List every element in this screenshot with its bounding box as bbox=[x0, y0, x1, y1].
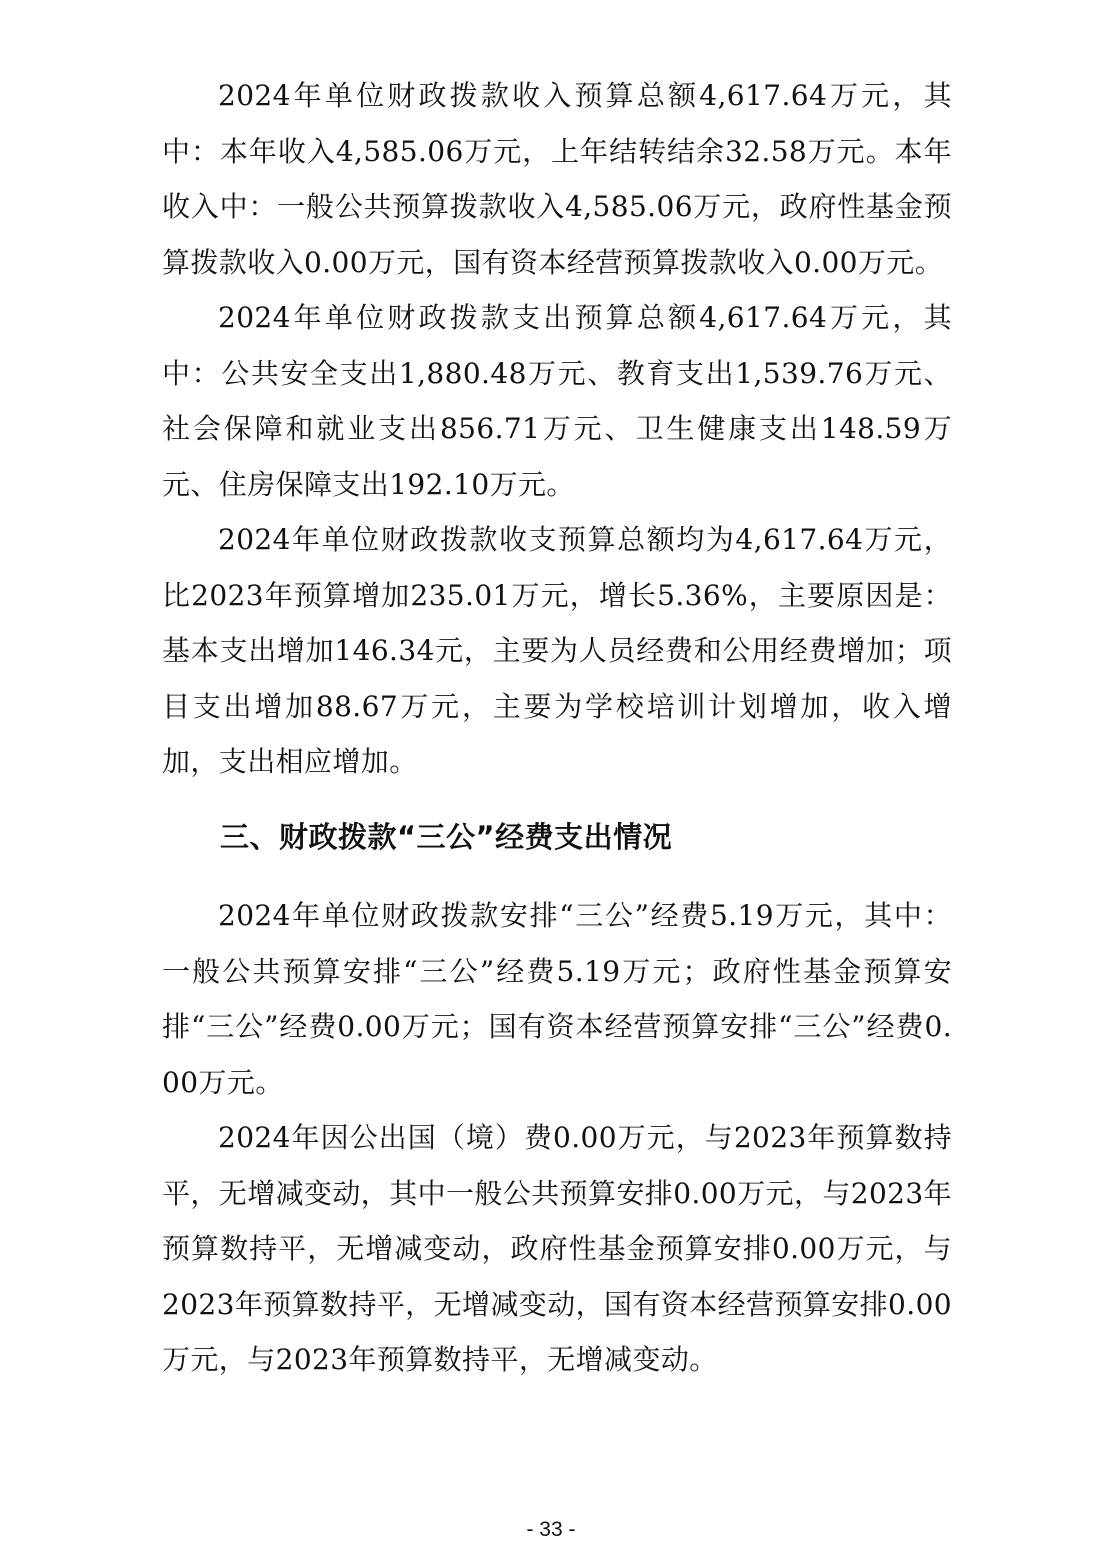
paragraph-revenue-budget: 2024年单位财政拨款收入预算总额4,617.64万元，其中：本年收入4,585.06万元，上年结转结余32.58万元。本年收入中：一般公共预算拨款收入4,585.06万元，政府性基金预算拨款收入0.00万元，国有资本经营预算拨款收入0.00万元。 bbox=[162, 79, 952, 279]
paragraph-budget-change: 2024年单位财政拨款收支预算总额均为4,617.64万元，比2023年预算增加235.01万元，增长5.36%，主要原因是：基本支出增加146.34元，主要为人员经费和公用经费增加；项目支出增加88.67万元，主要为学校培训计划增加，收入增加，支出相应增加。 bbox=[162, 523, 952, 778]
paragraph-expenditure-budget: 2024年单位财政拨款支出预算总额4,617.64万元，其中：公共安全支出1,880.48万元、教育支出1,539.76万元、社会保障和就业支出856.71万元、卫生健康支出148.59万元、住房保障支出192.10万元。 bbox=[162, 301, 952, 501]
paragraph-three-public-funds: 2024年单位财政拨款安排“三公”经费5.19万元，其中：一般公共预算安排“三公”经费5.19万元；政府性基金预算安排“三公”经费0.00万元；国有资本经营预算安排“三公”经费0.00万元。 bbox=[162, 899, 952, 1099]
page-number: - 33 - bbox=[526, 1518, 576, 1541]
paragraph-overseas-travel: 2024年因公出国（境）费0.00万元，与2023年预算数持平，无增减变动，其中一般公共预算安排0.00万元，与2023年预算数持平，无增减变动，政府性基金预算安排0.00万元，与2023年预算数持平，无增减变动，国有资本经营预算安排0.00万元，与2023年预算数持平，无增减变动。 bbox=[162, 1121, 953, 1376]
section-heading-three-public: 三、财政拨款“三公”经费支出情况 bbox=[220, 820, 673, 854]
